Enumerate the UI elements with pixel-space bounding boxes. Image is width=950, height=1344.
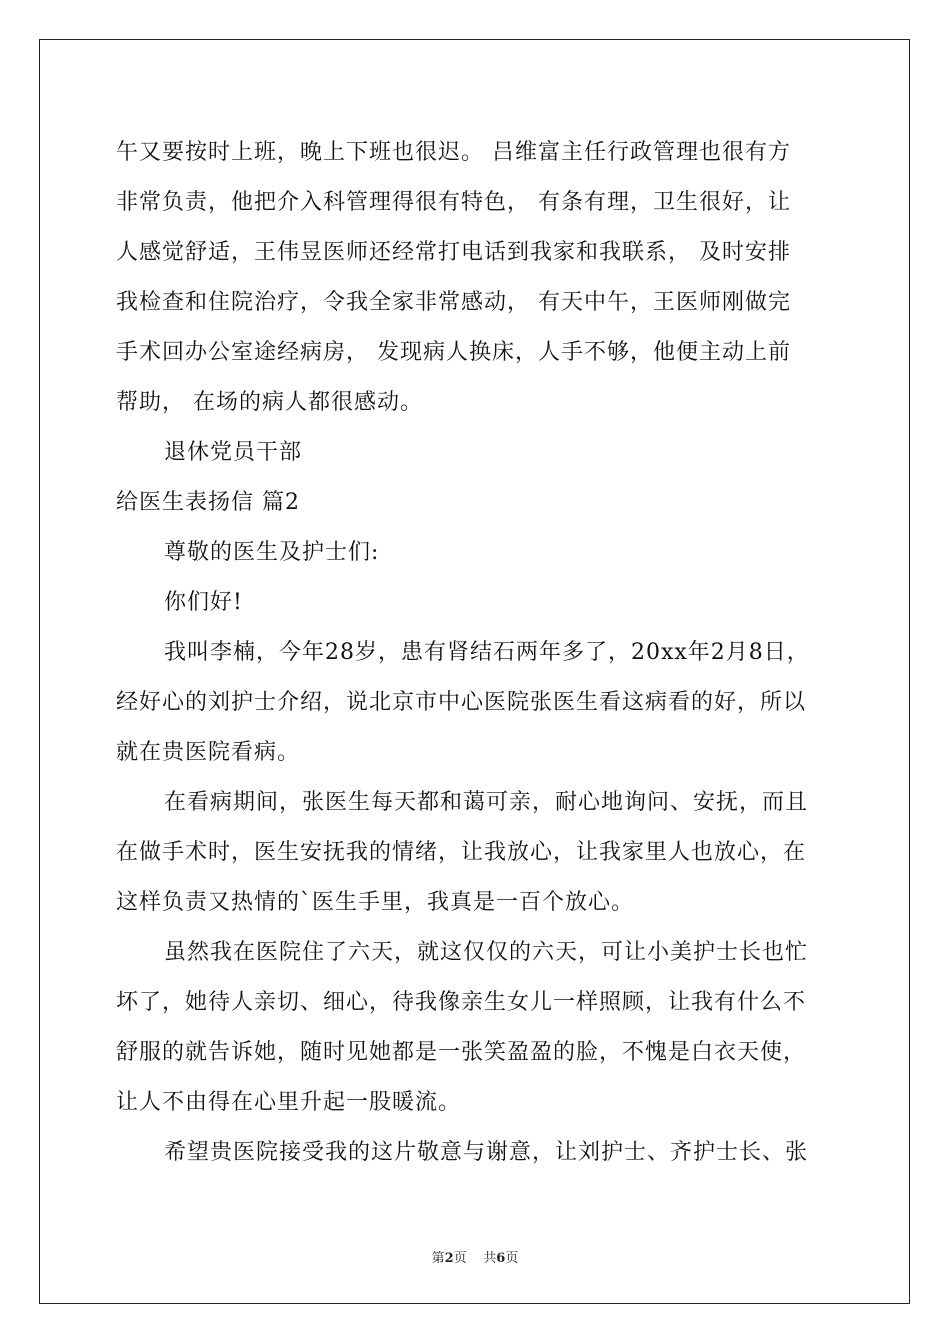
- total-pages: 6: [496, 1251, 506, 1266]
- text-line: 我叫李楠，今年28岁，患有肾结石两年多了，20xx年2月8日，: [164, 640, 810, 665]
- greeting: 你们好!: [164, 590, 243, 615]
- text-line: 非常负责，他把介入科管理得很有特色， 有条有理，卫生很好，让: [116, 190, 791, 215]
- text-line: 在做手术时，医生安抚我的情绪，让我放心，让我家里人也放心，在: [116, 840, 807, 865]
- text-line: 帮助， 在场的病人都很感动。: [116, 390, 423, 415]
- page-prefix: 第: [431, 1251, 445, 1266]
- text-line: 午又要按时上班，晚上下班也很迟。 吕维富主任行政管理也很有方: [116, 140, 791, 165]
- text-line: 虽然我在医院住了六天，就这仅仅的六天，可让小美护士长也忙: [164, 940, 809, 965]
- signature-line: 退休党员干部: [164, 440, 303, 465]
- text-line: 手术回办公室途经病房， 发现病人换床，人手不够，他便主动上前: [116, 340, 791, 365]
- text-line: 这样负责又热情的`医生手里，我真是一百个放心。: [116, 890, 635, 915]
- text-line: 坏了，她待人亲切、细心，待我像亲生女儿一样照顾，让我有什么不: [116, 990, 807, 1015]
- text-line: 在看病期间，张医生每天都和蔼可亲，耐心地询问、安抚，而且: [164, 790, 809, 815]
- total-suffix: 页: [505, 1251, 519, 1266]
- page-suffix: 页: [453, 1251, 467, 1266]
- text-line: 舒服的就告诉她，随时见她都是一张笑盈盈的脸，不愧是白衣天使，: [116, 1040, 807, 1065]
- text-line: 人感觉舒适，王伟昱医师还经常打电话到我家和我联系， 及时安排: [116, 240, 791, 265]
- section-heading: 给医生表扬信 篇2: [116, 490, 300, 515]
- total-prefix: 共: [483, 1251, 497, 1266]
- salutation: 尊敬的医生及护士们:: [164, 540, 380, 565]
- page-number: 2: [444, 1251, 454, 1266]
- document-body: [116, 128, 840, 1178]
- text-line: 就在贵医院看病。: [116, 740, 301, 765]
- text-line: 我检查和住院治疗，令我全家非常感动， 有天中午，王医师刚做完: [116, 290, 791, 315]
- text-line: 让人不由得在心里升起一股暖流。: [116, 1090, 462, 1115]
- text-line: 希望贵医院接受我的这片敬意与谢意，让刘护士、齐护士长、张: [164, 1140, 809, 1165]
- page-footer: [0, 1247, 950, 1266]
- text-line: 经好心的刘护士介绍，说北京市中心医院张医生看这病看的好，所以: [116, 690, 807, 715]
